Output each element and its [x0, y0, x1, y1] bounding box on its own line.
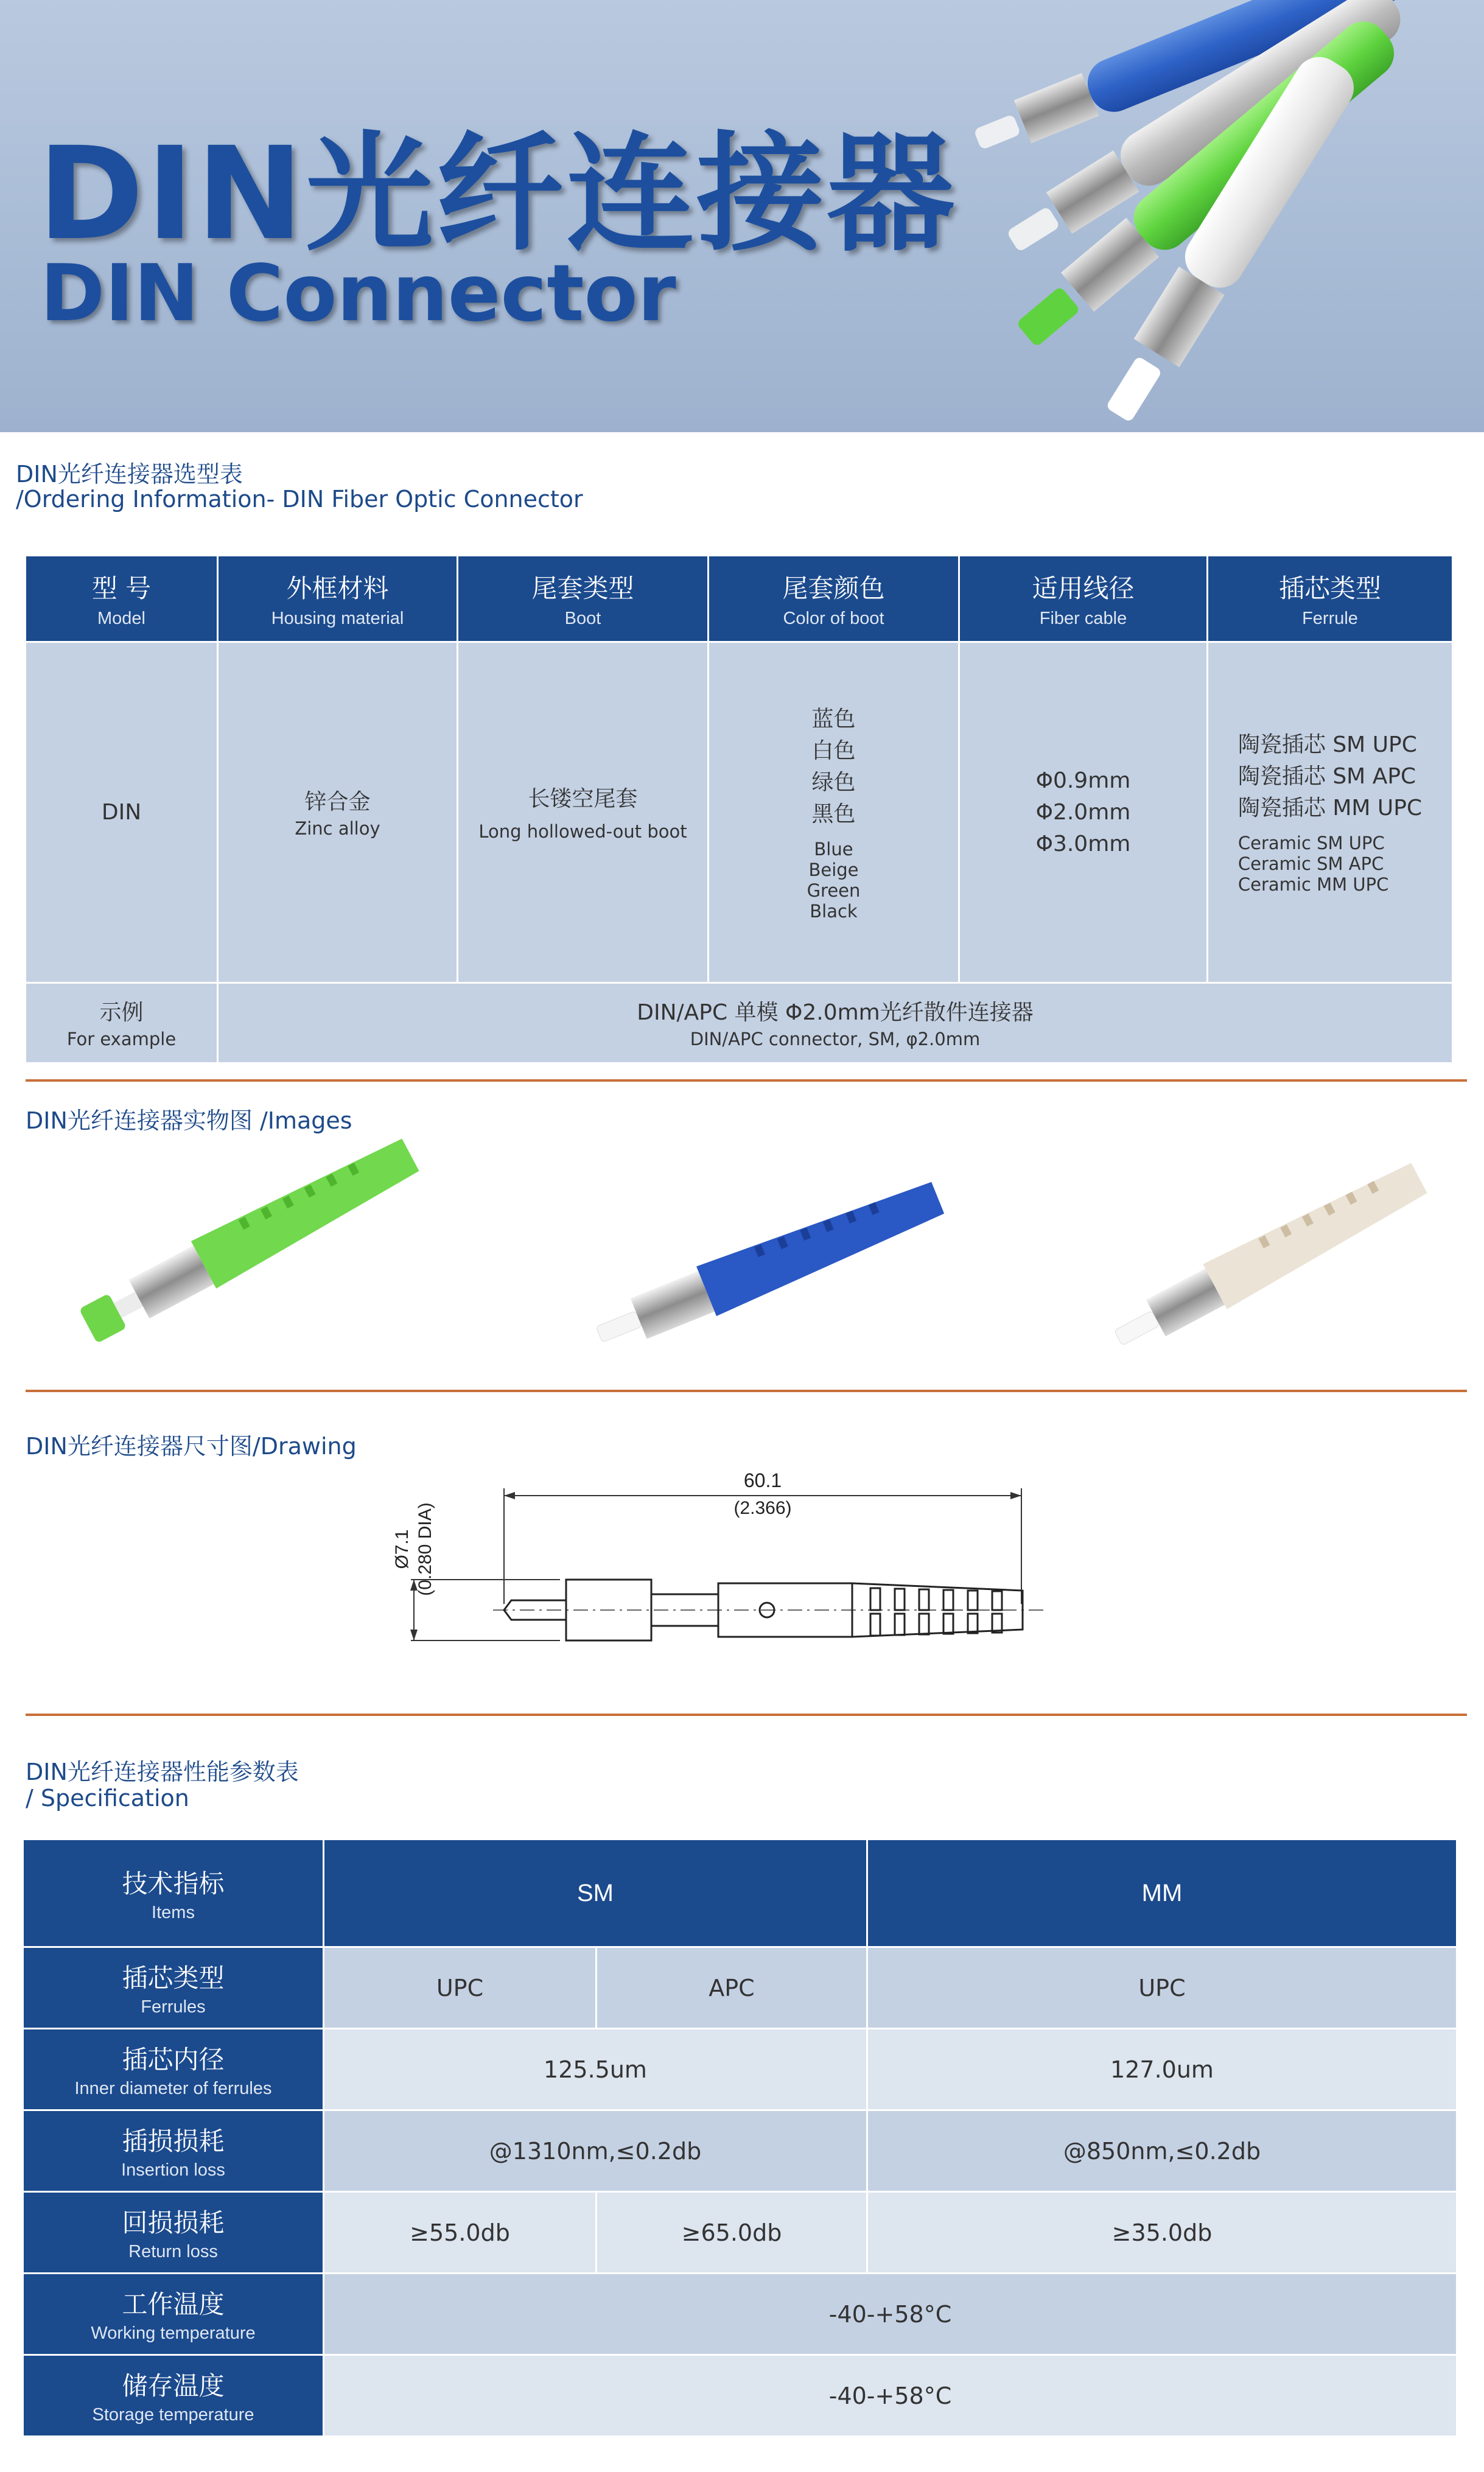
ordering-title-en: /Ordering Information- DIN Fiber Optic Connector — [16, 486, 583, 513]
ordering-header-boot: 尾套类型 Boot — [458, 556, 709, 642]
ordering-boot-cell: 长镂空尾套 Long hollowed-out boot — [458, 642, 709, 983]
spec-cell: ≥35.0db — [867, 2192, 1457, 2274]
spec-cell: -40-+58°C — [324, 2274, 1457, 2355]
ordering-example-row — [26, 983, 1453, 1063]
spec-row-label: 插芯内径 Inner diameter of ferrules — [23, 2029, 324, 2110]
product-images — [0, 1138, 1484, 1364]
images-title: DIN光纤连接器实物图 /Images — [26, 1107, 352, 1134]
spec-row-ferrules — [23, 1947, 1457, 2029]
spec-row-return-loss — [23, 2192, 1457, 2274]
length-in-label: (2.366) — [733, 1498, 792, 1518]
green-connector-photo — [75, 1138, 423, 1350]
dia-in-label: (0.280 DIA) — [415, 1502, 435, 1596]
spec-cell: -40-+58°C — [324, 2355, 1457, 2437]
blue-connector-photo — [589, 1173, 948, 1359]
spec-cell: APC — [597, 1947, 867, 2029]
ordering-header-row — [26, 556, 1453, 642]
ordering-color-cell: 蓝色 白色 绿色 黑色 Blue Beige Green Black — [709, 642, 959, 983]
spec-header-mm: MM — [867, 1840, 1457, 1947]
drawing-title: DIN光纤连接器尺寸图/Drawing — [26, 1433, 357, 1460]
ordering-header-housing: 外框材料 Housing material — [218, 556, 458, 642]
spec-cell: ≥55.0db — [324, 2192, 597, 2274]
section-divider — [26, 1714, 1467, 1716]
spec-row-label: 储存温度 Storage temperature — [23, 2355, 324, 2437]
ordering-header-ferrule: 插芯类型 Ferrule — [1208, 556, 1453, 642]
spec-title-cn: DIN光纤连接器性能参数表 — [26, 1759, 299, 1785]
ordering-example-label: 示例 For example — [26, 983, 218, 1063]
ordering-title-cn: DIN光纤连接器选型表 — [16, 461, 243, 488]
ordering-example-value: DIN/APC 单模 Φ2.0mm光纤散件连接器 DIN/APC connector, SM, φ2.0mm — [218, 983, 1453, 1063]
spec-table — [22, 1838, 1458, 2437]
spec-title-en: / Specification — [26, 1785, 189, 1812]
spec-row-storage-temp — [23, 2355, 1457, 2437]
ordering-model-cell: DIN — [26, 642, 218, 983]
spec-cell: UPC — [324, 1947, 597, 2029]
dimension-drawing — [377, 1458, 1108, 1665]
section-divider — [26, 1390, 1467, 1392]
spec-row-label: 回损损耗 Return loss — [23, 2192, 324, 2274]
spec-cell: 127.0um — [867, 2029, 1457, 2110]
spec-row-inner-diameter — [23, 2029, 1457, 2110]
spec-header-items: 技术指标 Items — [23, 1840, 324, 1947]
spec-cell: UPC — [867, 1947, 1457, 2029]
ordering-header-model: 型 号 Model — [26, 556, 218, 642]
spec-cell: @850nm,≤0.2db — [867, 2110, 1457, 2192]
spec-header-sm: SM — [324, 1840, 867, 1947]
ordering-header-color: 尾套颜色 Color of boot — [709, 556, 959, 642]
ordering-housing-cell: 锌合金 Zinc alloy — [218, 642, 458, 983]
banner-title-cn: DIN光纤连接器 — [38, 119, 957, 268]
spec-cell: ≥65.0db — [597, 2192, 867, 2274]
section-divider — [26, 1079, 1467, 1082]
spec-row-label: 插芯类型 Ferrules — [23, 1947, 324, 2029]
spec-cell: 125.5um — [324, 2029, 867, 2110]
ordering-table — [24, 555, 1454, 1064]
ordering-cable-cell: Φ0.9mm Φ2.0mm Φ3.0mm — [959, 642, 1208, 983]
beige-connector-photo — [1106, 1155, 1431, 1360]
spec-row-insertion-loss — [23, 2110, 1457, 2192]
spec-row-label: 插损损耗 Insertion loss — [23, 2110, 324, 2192]
spec-cell: @1310nm,≤0.2db — [324, 2110, 867, 2192]
spec-row-label: 工作温度 Working temperature — [23, 2274, 324, 2355]
ordering-ferrule-cell: 陶瓷插芯 SM UPC 陶瓷插芯 SM APC 陶瓷插芯 MM UPC Ceramic SM UPC Ceramic SM APC Ceramic MM UPC — [1208, 642, 1453, 983]
dia-mm-label: Ø7.1 — [392, 1529, 412, 1569]
ordering-header-cable: 适用线径 Fiber cable — [959, 556, 1208, 642]
length-mm-label: 60.1 — [743, 1469, 782, 1491]
banner-title-en: DIN Connector — [40, 248, 676, 339]
ordering-data-row — [26, 642, 1453, 983]
spec-header-row — [23, 1840, 1457, 1947]
spec-row-working-temp — [23, 2274, 1457, 2355]
header-banner — [0, 0, 1484, 432]
banner-connectors-photo — [883, 0, 1484, 432]
